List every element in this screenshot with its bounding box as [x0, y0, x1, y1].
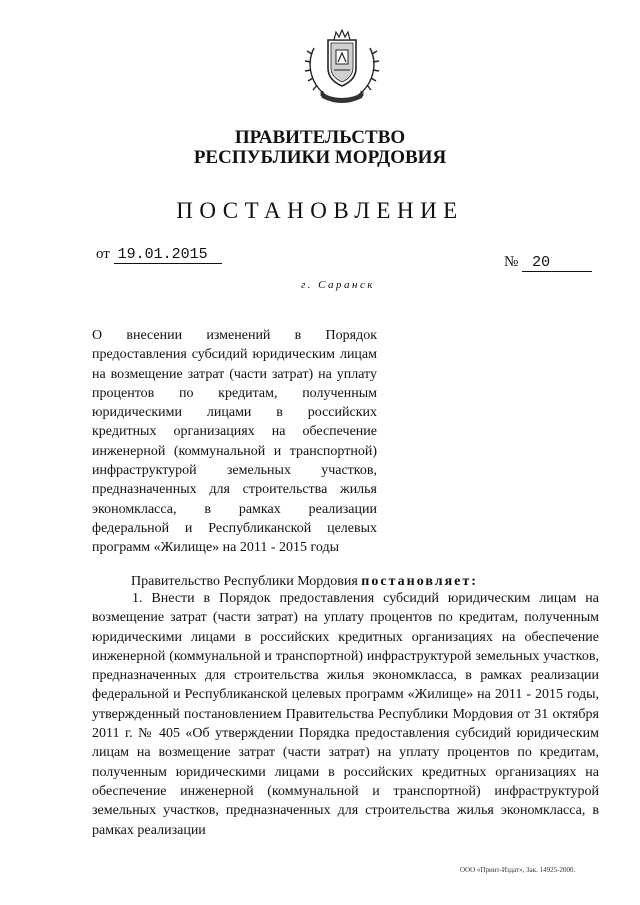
date-value: 19.01.2015	[114, 247, 222, 264]
number-field	[504, 254, 592, 272]
number-value: 20	[522, 255, 592, 272]
document-type-title: ПОСТАНОВЛЕНИЕ	[176, 198, 464, 223]
decree-subject: О внесении изменений в Порядок предоставления субсидий юридическим лицам на возмещение затрат (части затрат) на уплату процентов по кредитам, полученным юридическими лицами в российских кредитных организациях на обеспечение инженерной (коммунальной и транспортной) инфраструктурой земельных участков, предназначенных для строительства жилья экономкласса, в рамках реализации федеральной и Республиканской целевых программ «Жилище» на 2011 - 2015 годы	[92, 328, 377, 556]
printer-imprint: ООО «Принт-Издат», Зак. 14925-2000.	[460, 866, 576, 874]
preamble-text: Правительство Республики Мордовия	[131, 574, 362, 589]
number-prefix: №	[504, 254, 519, 270]
preamble-resolves: постановляет:	[361, 574, 478, 589]
government-title-line1: ПРАВИТЕЛЬСТВО	[234, 127, 406, 148]
date-field	[96, 246, 222, 264]
body-paragraph-1: 1. Внести в Порядок предоставления субсидий юридическим лицам на возмещение затрат (части затрат) на уплату процентов по кредитам, полученным юридическими лицами в российских кредитных организациях на обеспечение инженерной (коммунальной и транспортной) инфраструктурой земельных участков, предназначенных для строительства жилья экономкласса, в рамках реализации федеральной и Республиканской целевых программ «Жилище» на 2011 - 2015 годы, утвержденный постановлением Правительства Республики Мордовия от 31 октября 2011 г. № 405 «Об утверждении Порядка предоставления субсидий юридическим лицам на возмещение затрат (части затрат) на уплату процентов по кредитам, полученным юридическими лицами в российских кредитных организациях на обеспечение инженерной (коммунальной и транспортной) инфраструктурой земельных участков, предназначенных для строительства жилья экономкласса, в рамках реализации	[92, 591, 599, 838]
coat-of-arms-icon	[300, 28, 384, 106]
city-label: г. Саранск	[300, 279, 376, 291]
government-title-line2: РЕСПУБЛИКИ МОРДОВИЯ	[193, 147, 447, 168]
date-prefix: от	[96, 246, 110, 262]
